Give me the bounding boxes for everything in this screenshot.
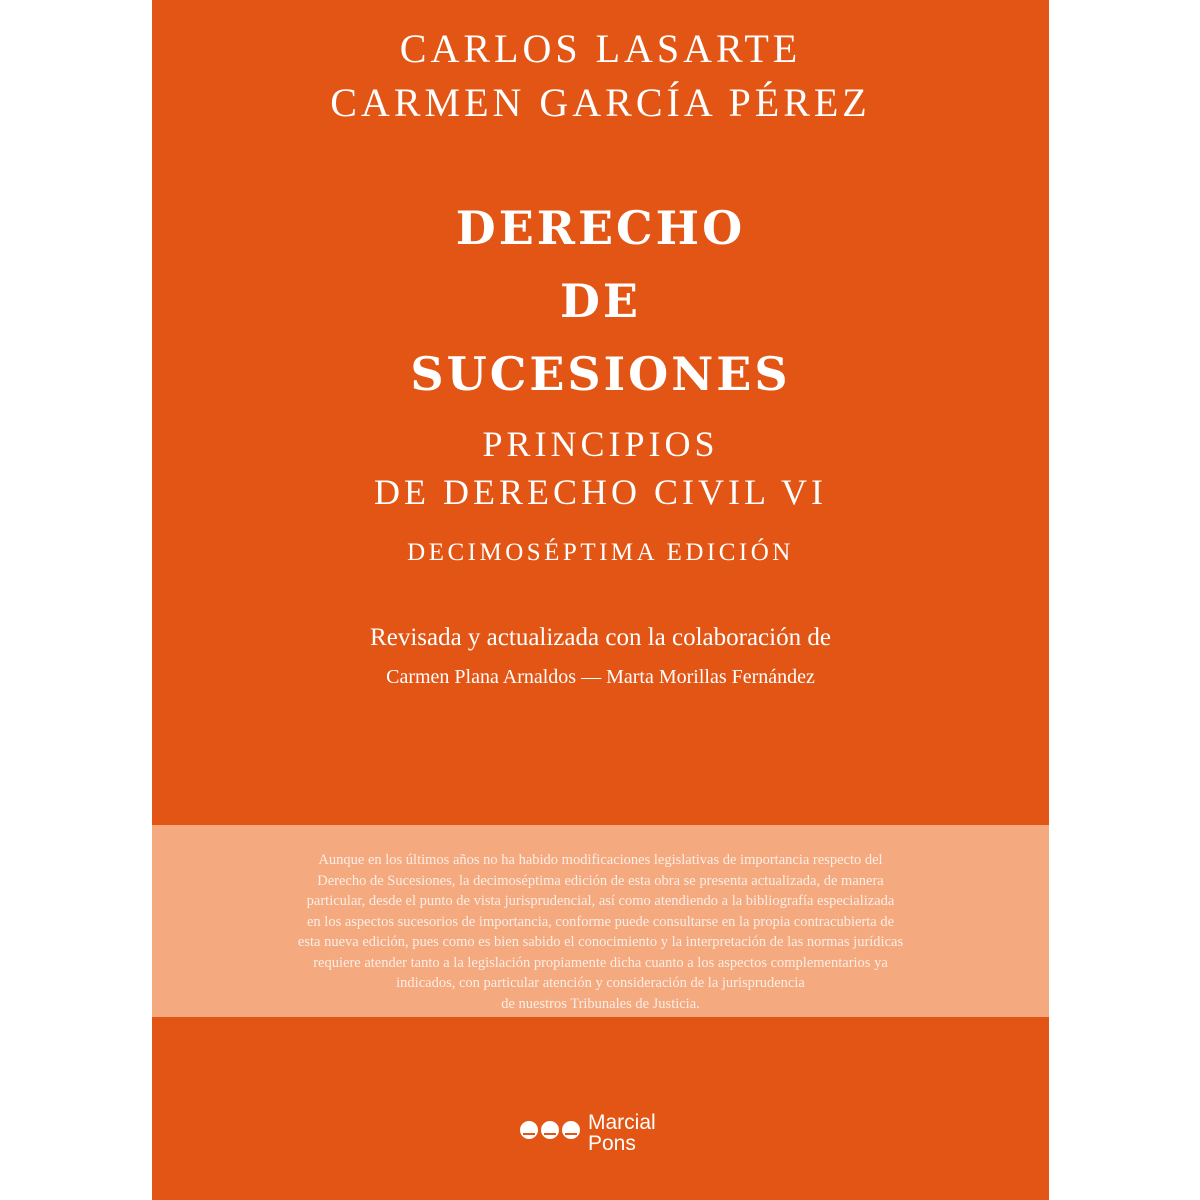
- blurb-band: [152, 825, 1049, 1017]
- blurb-line: Derecho de Sucesiones, la decimoséptima edición de esta obra se presenta actualizada, de manera: [317, 872, 884, 889]
- collaborators: Carmen Plana Arnaldos — Marta Morillas Fernández: [386, 666, 815, 688]
- blurb-line: Aunque en los últimos años no ha habido modificaciones legislativas de importancia respecto del: [318, 852, 883, 868]
- logo-circle: [520, 1121, 538, 1139]
- blurb-line: particular, desde el punto de vista jurisprudencial, así como atendiendo a la bibliografía especializada: [306, 893, 895, 909]
- subtitle-line: PRINCIPIOS: [482, 424, 719, 464]
- title-line: SUCESIONES: [410, 347, 791, 401]
- subtitle-line: DE DERECHO CIVIL VI: [374, 472, 827, 512]
- publisher-name: [588, 1112, 656, 1154]
- logo-circle: [562, 1121, 580, 1139]
- author-name: CARLOS LASARTE: [399, 26, 802, 71]
- book-subtitle: [152, 420, 1049, 516]
- blurb-line: de nuestros Tribunales de Justicia.: [501, 995, 700, 1012]
- publisher-line: Pons: [588, 1132, 636, 1155]
- publisher-line: Marcial: [588, 1111, 656, 1134]
- blurb-line: en los aspectos sucesorios de importancia, conforme puede consultarse en la propia contracubierta de: [306, 913, 895, 930]
- logo-circle: [541, 1121, 559, 1139]
- publisher-logo: [520, 1112, 656, 1162]
- book-cover: [152, 0, 1049, 1200]
- edition-label: DECIMOSÉPTIMA EDICIÓN: [407, 539, 794, 566]
- book-title: [152, 192, 1049, 411]
- title-line: DERECHO: [455, 201, 746, 255]
- authors: [152, 22, 1049, 130]
- blurb-line: esta nueva edición, pues como es bien sabido el conocimiento y la interpretación de las normas jurídicas: [297, 934, 904, 950]
- three-circles-logo-icon: [520, 1121, 580, 1139]
- author-name: CARMEN GARCÍA PÉREZ: [330, 80, 871, 125]
- blurb-text: [152, 850, 1049, 1014]
- blurb-line: indicados, con particular atención y consideración de la jurisprudencia: [396, 975, 805, 991]
- title-line: DE: [560, 274, 641, 328]
- blurb-line: requiere atender tanto a la legislación propiamente dicha cuanto a los aspectos complementarios ya: [313, 954, 888, 971]
- revised-note: Revisada y actualizada con la colaboración de: [370, 624, 831, 651]
